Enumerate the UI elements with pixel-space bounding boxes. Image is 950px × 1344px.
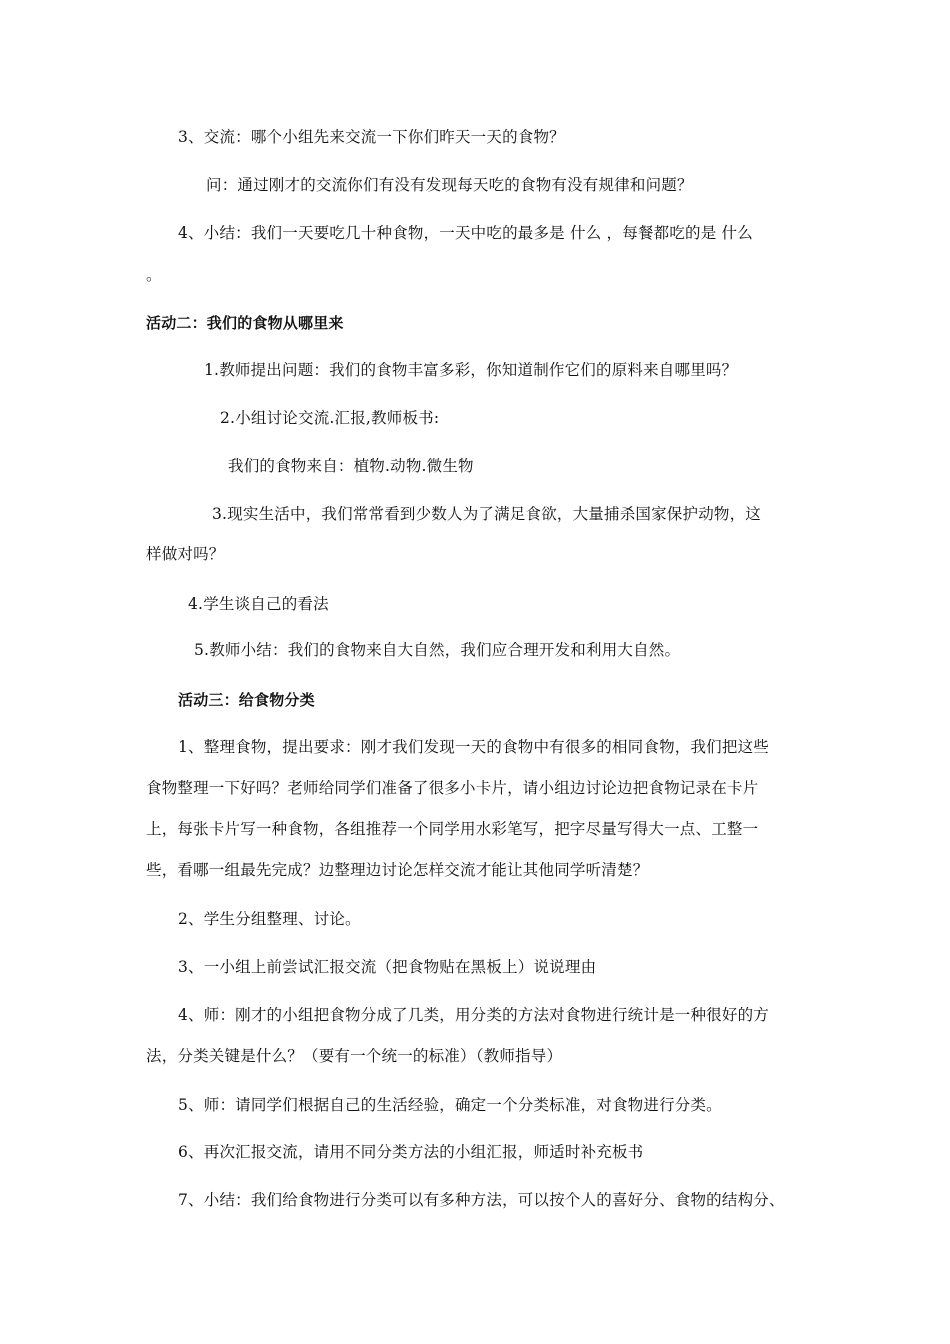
paragraph-line: 些，看哪一组最先完成？边整理边讨论怎样交流才能让其他同学听清楚？	[146, 861, 649, 879]
paragraph-line: 1、整理食物，提出要求：刚才我们发现一天的食物中有很多的相同食物，我们把这些	[178, 738, 769, 756]
paragraph-line: 。	[146, 266, 162, 284]
paragraph-line: 4.学生谈自己的看法	[188, 595, 329, 613]
paragraph-line: 我们的食物来自：植物.动物.微生物	[228, 457, 474, 475]
paragraph-line: 3.现实生活中，我们常常看到少数人为了满足食欲，大量捕杀国家保护动物，这	[212, 505, 761, 523]
paragraph-line: 7、小结：我们给食物进行分类可以有多种方法，可以按个人的喜好分、食物的结构分、	[178, 1191, 785, 1209]
section-heading: 活动二：我们的食物从哪里来	[146, 314, 344, 332]
paragraph-line: 5、师：请同学们根据自己的生活经验，确定一个分类标准，对食物进行分类。	[178, 1096, 722, 1114]
paragraph-line: 1.教师提出问题：我们的食物丰富多彩，你知道制作它们的原料来自哪里吗？	[204, 361, 738, 379]
paragraph-line: 2、学生分组整理、讨论。	[178, 910, 361, 928]
paragraph-line: 5.教师小结：我们的食物来自大自然，我们应合理开发和利用大自然。	[194, 641, 681, 659]
paragraph-line: 6、再次汇报交流，请用不同分类方法的小组汇报，师适时补充板书	[178, 1143, 644, 1161]
paragraph-line: 4、小结：我们一天要吃几十种食物，一天中吃的最多是 什么 ，每餐都吃的是 什么	[178, 224, 753, 242]
paragraph-line: 2.小组讨论交流.汇报,教师板书:	[220, 409, 440, 427]
paragraph-line: 3、一小组上前尝试汇报交流（把食物贴在黑板上）说说理由	[178, 958, 597, 976]
paragraph-line: 3、交流：哪个小组先来交流一下你们昨天一天的食物？	[178, 128, 565, 146]
paragraph-line: 法，分类关键是什么？（要有一个统一的标准）（教师指导）	[146, 1047, 563, 1065]
paragraph-line: 问：通过刚才的交流你们有没有发现每天吃的食物有没有规律和问题？	[206, 176, 693, 194]
paragraph-line: 上，每张卡片写一种食物，各组推荐一个同学用水彩笔写，把字尽量写得大一点、工整一	[146, 820, 759, 838]
paragraph-line: 食物整理一下好吗？老师给同学们准备了很多小卡片，请小组边讨论边把食物记录在卡片	[146, 779, 759, 797]
paragraph-line: 4、师：刚才的小组把食物分成了几类，用分类的方法对食物进行统计是一种很好的方	[178, 1006, 769, 1024]
section-heading: 活动三：给食物分类	[178, 691, 315, 709]
paragraph-line: 样做对吗？	[146, 545, 225, 563]
